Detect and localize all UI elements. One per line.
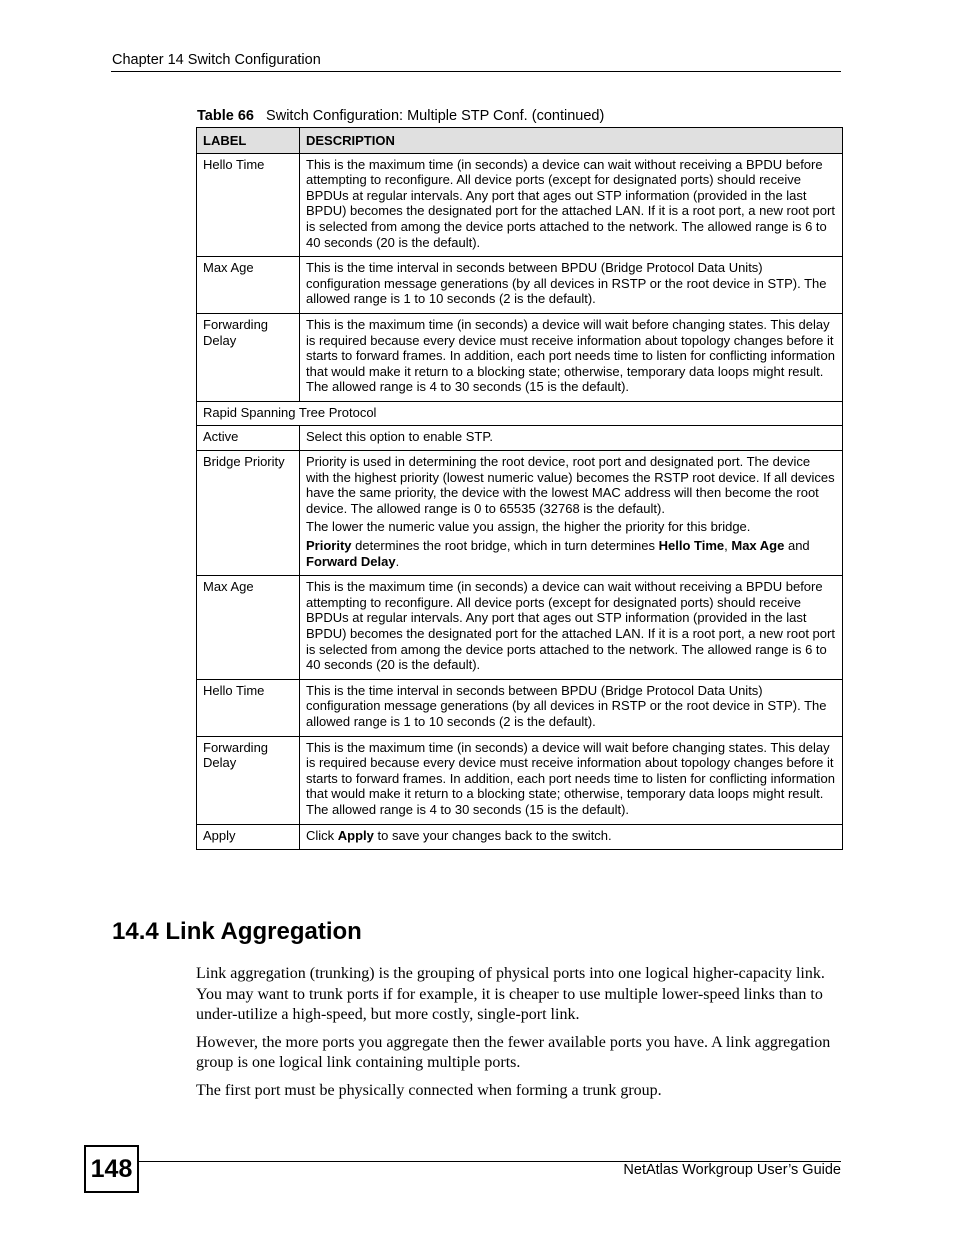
column-header-label: LABEL <box>197 128 300 154</box>
description-paragraph: Priority is used in determining the root device, root port and designated port. The device with the highest priority (lowest numeric value) becomes the RSTP root device. If all devices have the same priority, the device with the lowest MAC address will then become the root device. The allowed range is 0 to 65535 (32768 is the default). <box>306 454 835 516</box>
body-paragraph: The first port must be physically connected when forming a trunk group. <box>196 1081 662 1099</box>
row-label: Forwarding Delay <box>197 736 300 824</box>
bold-term: Apply <box>337 827 374 843</box>
guide-title: NetAtlas Workgroup User’s Guide <box>623 1162 841 1178</box>
bold-term: Priority <box>306 538 352 554</box>
text-run: , <box>724 538 732 554</box>
section-heading: 14.4 Link Aggregation <box>112 918 362 945</box>
bold-term: Forward Delay <box>306 553 396 569</box>
row-label: Apply <box>197 824 300 850</box>
row-description <box>300 824 843 850</box>
table-row <box>197 153 843 257</box>
table-row <box>197 451 843 576</box>
row-description <box>300 451 843 576</box>
bold-term: Max Age <box>731 538 785 554</box>
page-number: 148 <box>84 1145 139 1193</box>
body-paragraph: Link aggregation (trunking) is the grouping of physical ports into one logical higher-capacity link. You may want to trunk ports if for example, it is cheaper to use multiple lower-speed links than to under-utilize a high-speed, but more costly, single-port link. <box>196 965 825 1023</box>
chapter-header: Chapter 14 Switch Configuration <box>112 52 321 68</box>
table-row <box>197 425 843 451</box>
table-number: Table 66 <box>197 108 254 124</box>
table-row <box>197 679 843 736</box>
row-label: Forwarding Delay <box>197 313 300 401</box>
table-row <box>197 576 843 680</box>
row-description: This is the time interval in seconds between BPDU (Bridge Protocol Data Units) configuration message generations (by all devices in RSTP or the root device in STP). The allowed range is 1 to 10 seconds (2 is the default). <box>300 257 843 314</box>
section-label-rstp: Rapid Spanning Tree Protocol <box>197 401 843 425</box>
table-header-row <box>197 128 843 154</box>
row-label: Bridge Priority <box>197 451 300 576</box>
text-run: . <box>395 553 400 569</box>
description-paragraph: The lower the numeric value you assign, the higher the priority for this bridge. <box>306 519 751 535</box>
table-row <box>197 736 843 824</box>
body-paragraph: However, the more ports you aggregate then the fewer available ports you have. A link aggregation group is one logical link containing multiple ports. <box>196 1033 831 1071</box>
text-run: and <box>784 538 810 554</box>
row-label: Hello Time <box>197 153 300 257</box>
column-header-description: DESCRIPTION <box>300 128 843 154</box>
table-row <box>197 257 843 314</box>
text-run: Click <box>306 827 338 843</box>
table-row <box>197 824 843 850</box>
table-section-row <box>197 401 843 425</box>
table-caption <box>197 108 604 124</box>
table-title: Switch Configuration: Multiple STP Conf. (continued) <box>266 108 605 124</box>
bold-term: Hello Time <box>658 538 725 554</box>
text-run: determines the root bridge, which in turn determines <box>351 538 659 554</box>
description-paragraph <box>306 538 836 569</box>
row-description: This is the maximum time (in seconds) a device can wait without receiving a BPDU before attempting to reconfigure. All device ports (except for designated ports) should receive BPDUs at regular intervals. Any port that ages out STP information (provided in the last BPDU) becomes the designated port for the attached LAN. If it is a root port, a new root port is selected from among the device ports attached to the network. The allowed range is 6 to 40 seconds (20 is the default). <box>300 576 843 680</box>
row-description: This is the maximum time (in seconds) a device will wait before changing states. This delay is required because every device must receive information about topology changes before it starts to forward frames. In addition, each port needs time to listen for conflicting information that would make it return to a blocking state; otherwise, temporary data loops might result. The allowed range is 4 to 30 seconds (15 is the default). <box>300 313 843 401</box>
row-label: Active <box>197 425 300 451</box>
table-row <box>197 313 843 401</box>
row-label: Max Age <box>197 257 300 314</box>
text-run: to save your changes back to the switch. <box>373 827 612 843</box>
row-description: This is the time interval in seconds between BPDU (Bridge Protocol Data Units) configuration message generations (by all devices in RSTP or the root device in STP). The allowed range is 1 to 10 seconds (2 is the default). <box>300 679 843 736</box>
row-label: Hello Time <box>197 679 300 736</box>
stp-config-table <box>196 127 843 850</box>
section-body <box>196 964 842 1108</box>
row-description: This is the maximum time (in seconds) a device can wait without receiving a BPDU before attempting to reconfigure. All device ports (except for designated ports) should receive BPDUs at regular intervals. Any port that ages out STP information (provided in the last BPDU) becomes the designated port for the attached LAN. If it is a root port, a new root port is selected from among the device ports attached to the network. The allowed range is 6 to 40 seconds (20 is the default). <box>300 153 843 257</box>
row-description: This is the maximum time (in seconds) a device will wait before changing states. This delay is required because every device must receive information about topology changes before it starts to forward frames. In addition, each port needs time to listen for conflicting information that would make it return to a blocking state; otherwise, temporary data loops might result. The allowed range is 4 to 30 seconds (15 is the default). <box>300 736 843 824</box>
row-description: Select this option to enable STP. <box>300 425 843 451</box>
header-rule <box>111 71 841 72</box>
row-label: Max Age <box>197 576 300 680</box>
